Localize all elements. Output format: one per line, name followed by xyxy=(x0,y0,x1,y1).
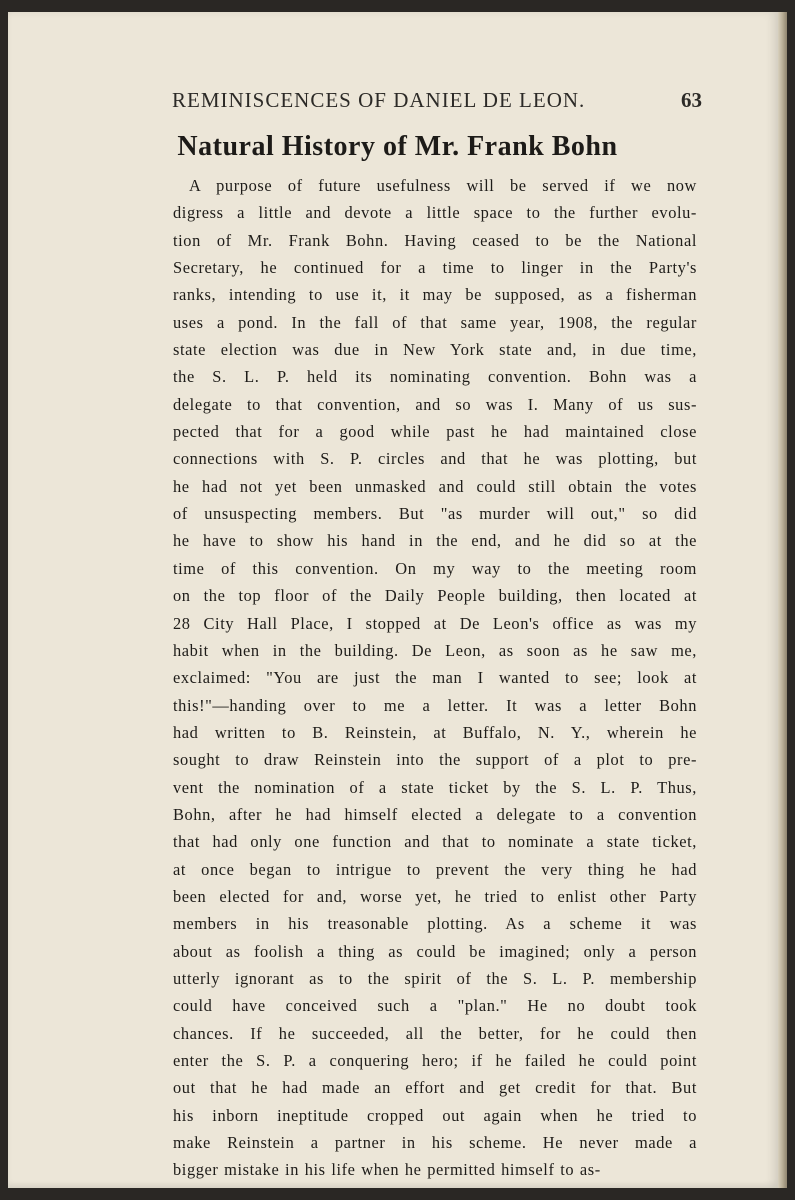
text-line: pected that for a good while past he had maintained close xyxy=(173,422,697,442)
text-line: connections with S. P. circles and that he was plotting, but xyxy=(173,449,697,469)
body-text xyxy=(173,172,697,1180)
text-line: enter the S. P. a conquering hero; if he failed he could point xyxy=(173,1051,697,1070)
text-line: at once began to intrigue to prevent the very thing he had xyxy=(173,859,697,879)
text-line: 28 City Hall Place, I stopped at De Leon's office as was my xyxy=(173,613,697,633)
text-line: state election was due in New York state and, in due time, xyxy=(173,340,697,360)
text-line: he have to show his hand in the end, and he did so at the xyxy=(173,531,697,551)
page-edge xyxy=(778,12,787,1188)
running-header-title: REMINISCENCES OF DANIEL DE LEON. xyxy=(172,88,586,112)
text-line: could have conceived such a "plan." He no doubt took xyxy=(173,996,697,1016)
text-line: ranks, intending to use it, it may be supposed, as a fisherman xyxy=(173,285,697,305)
text-line: utterly ignorant as to the spirit of the S. L. P. membership xyxy=(173,968,697,988)
text-line: habit when in the building. De Leon, as soon as he saw me, xyxy=(173,640,697,660)
text-line: chances. If he succeeded, all the better, for he could then xyxy=(173,1023,697,1043)
text-line: A purpose of future usefulness will be served if we now xyxy=(189,176,697,195)
text-line: of unsuspecting members. But "as murder will out," so did xyxy=(173,504,697,524)
text-line: Bohn, after he had himself elected a delegate to a convention xyxy=(173,804,697,824)
page-number: 63 xyxy=(681,88,702,112)
text-line: that had only one function and that to nominate a state ticket, xyxy=(173,832,697,852)
text-line: tion of Mr. Frank Bohn. Having ceased to be the National xyxy=(173,230,697,250)
text-line: time of this convention. On my way to the meeting room xyxy=(173,558,697,578)
text-line: make Reinstein a partner in his scheme. He never made a xyxy=(173,1133,697,1153)
text-line: digress a little and devote a little space to the further evolu- xyxy=(173,203,697,223)
text-line: sought to draw Reinstein into the support of a plot to pre- xyxy=(173,750,697,770)
text-line: Secretary, he continued for a time to linger in the Party's xyxy=(173,258,697,278)
text-line: bigger mistake in his life when he permitted himself to as- xyxy=(173,1160,601,1180)
text-line: he had not yet been unmasked and could still obtain the votes xyxy=(173,476,697,496)
text-line: been elected for and, worse yet, he tried to enlist other Party xyxy=(173,886,697,906)
text-line: on the top floor of the Daily People building, then located at xyxy=(173,586,697,606)
text-line: exclaimed: "You are just the man I wanted to see; look at xyxy=(173,668,697,688)
text-line: delegate to that convention, and so was I. Many of us sus- xyxy=(173,394,697,414)
text-line: vent the nomination of a state ticket by the S. L. P. Thus, xyxy=(173,777,697,797)
text-line: the S. L. P. held its nominating convention. Bohn was a xyxy=(173,367,697,387)
text-line: his inborn ineptitude cropped out again when he tried to xyxy=(173,1105,697,1125)
text-line: out that he had made an effort and get credit for that. But xyxy=(173,1078,697,1098)
text-line: members in his treasonable plotting. As a scheme it was xyxy=(173,914,697,934)
running-header xyxy=(172,88,702,118)
text-line: uses a pond. In the fall of that same year, 1908, the regular xyxy=(173,312,697,332)
section-title: Natural History of Mr. Frank Bohn xyxy=(177,131,618,162)
text-line: this!"—handing over to me a letter. It was a letter Bohn xyxy=(173,695,697,715)
text-line: had written to B. Reinstein, at Buffalo, N. Y., wherein he xyxy=(173,722,697,742)
text-line: about as foolish a thing as could be imagined; only a person xyxy=(173,941,697,961)
